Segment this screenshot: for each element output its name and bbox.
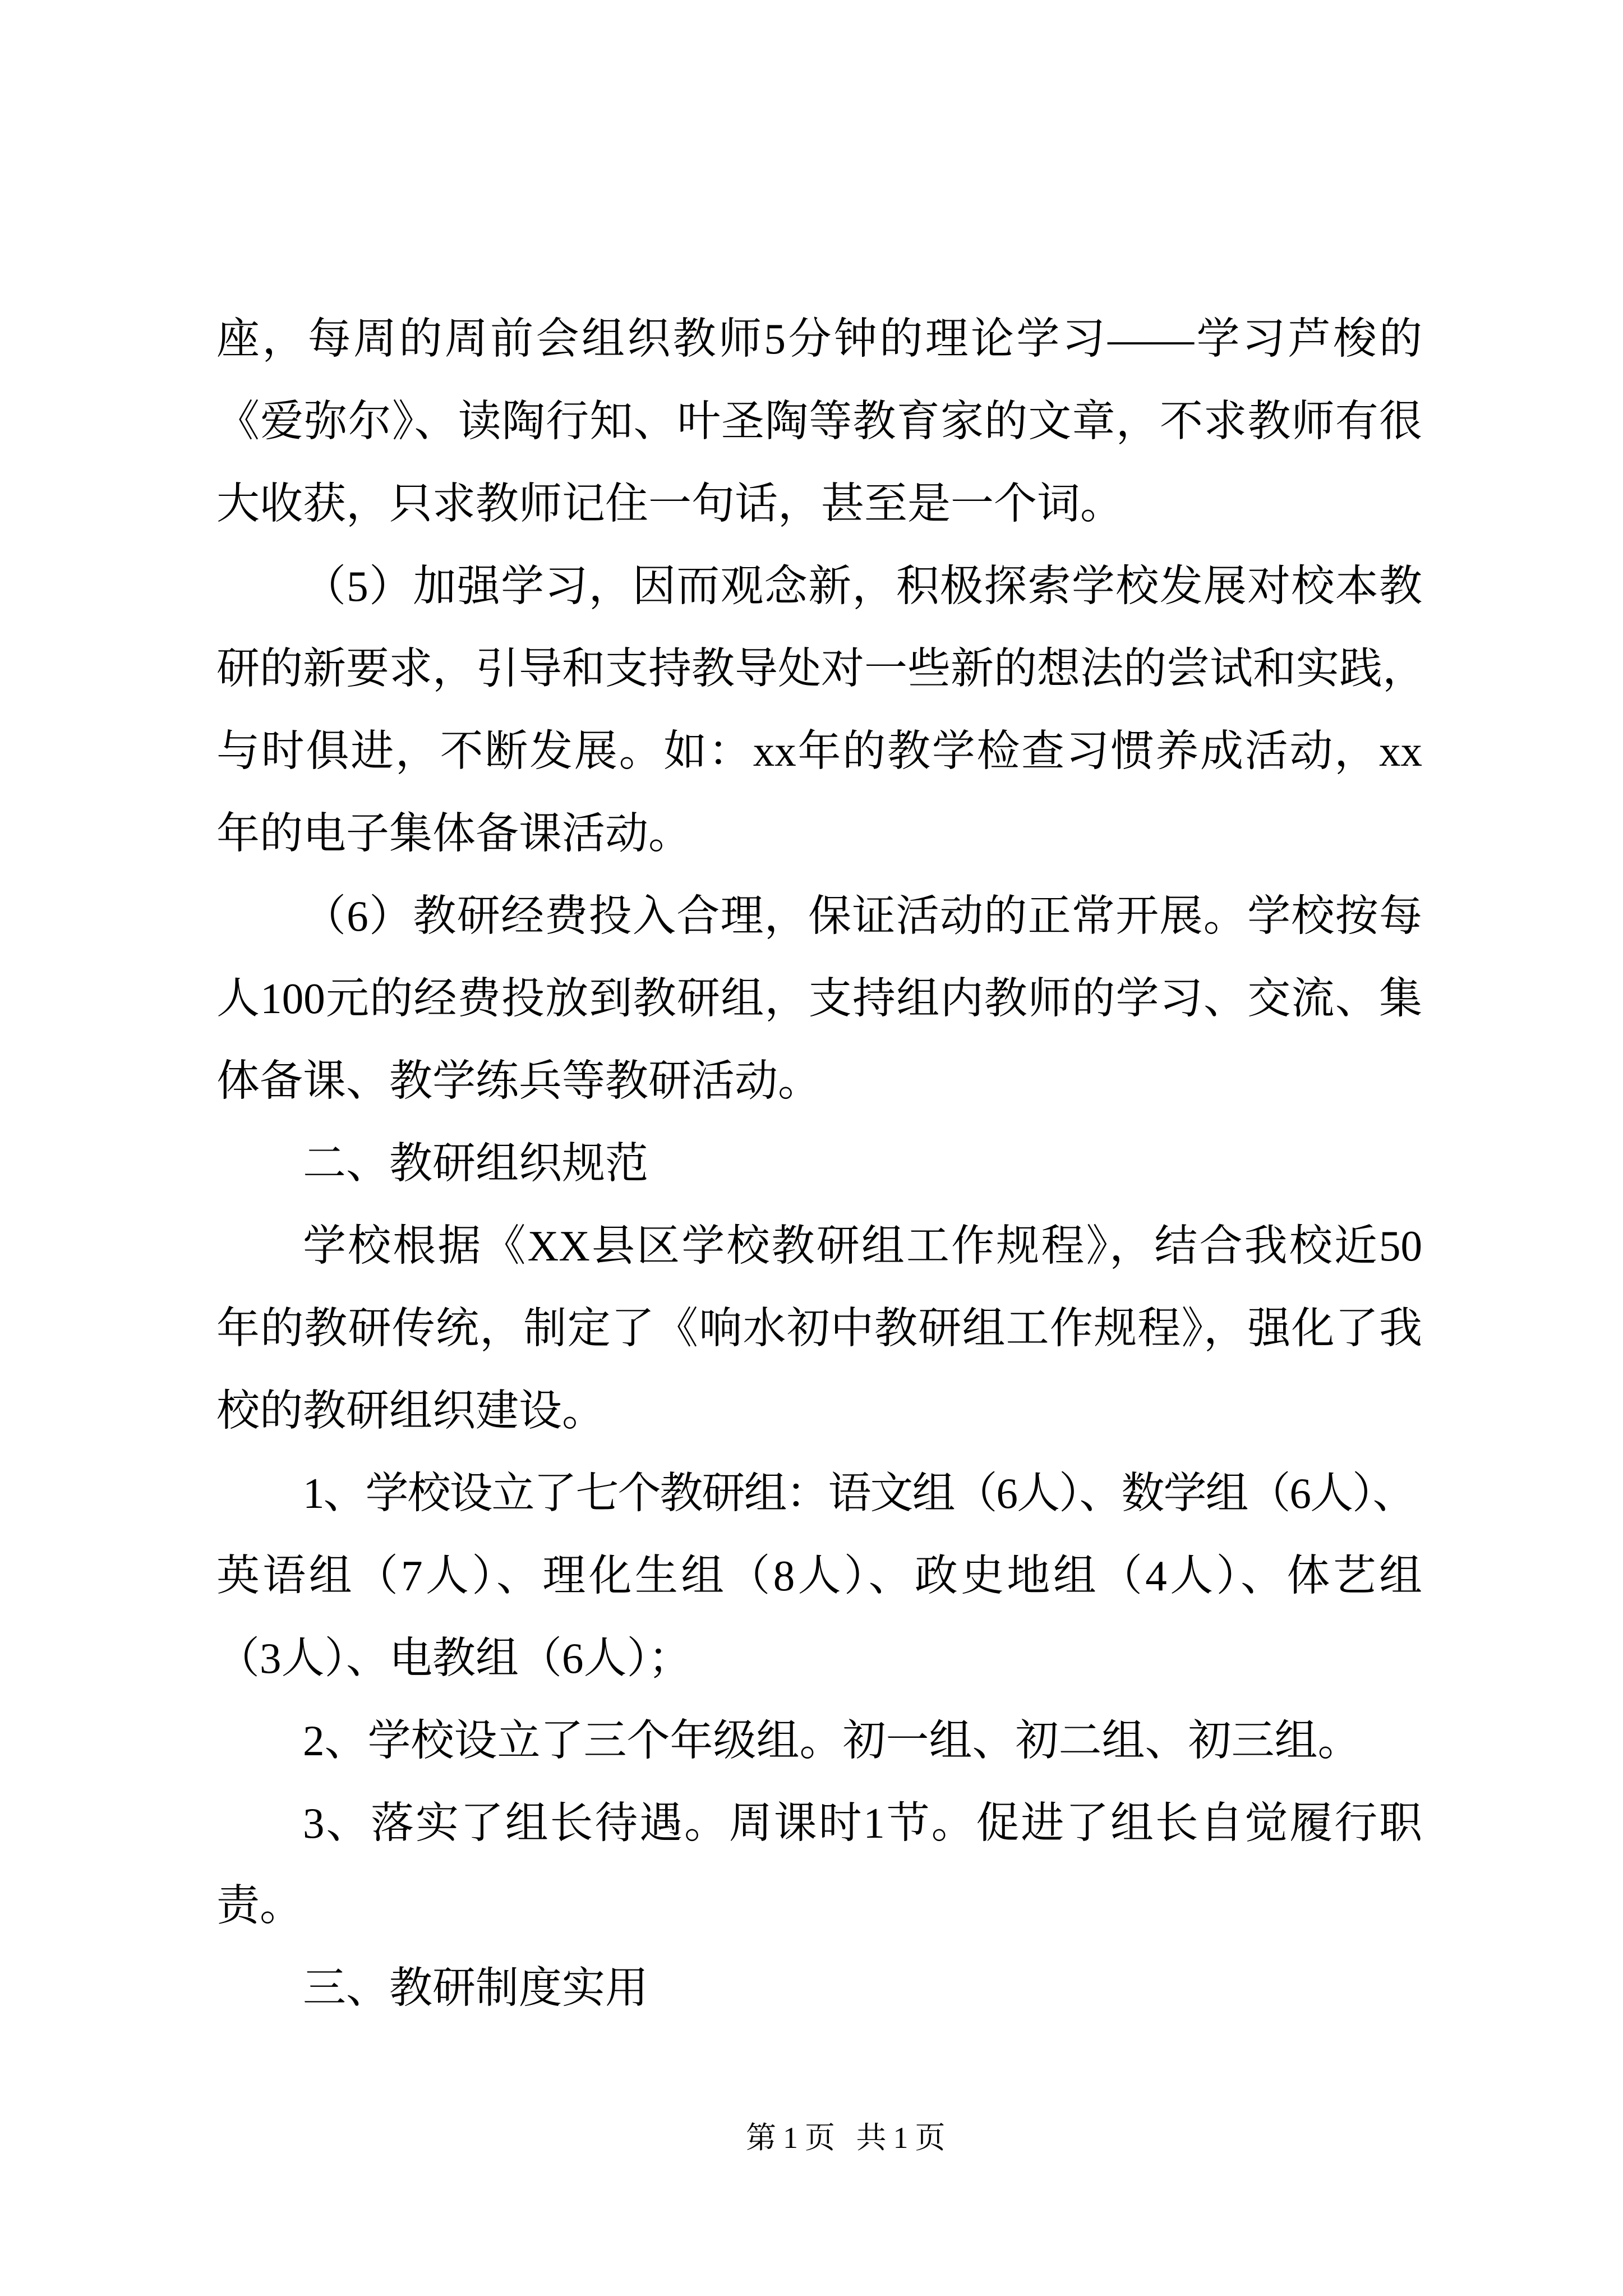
text-line: 人100元的经费投放到教研组，支持组内教师的学习、交流、集 [216, 974, 1422, 1023]
text-line: 校的教研组织建设。 [216, 1387, 605, 1435]
paragraph-theory-study-continued [216, 298, 1422, 545]
list-item-3 [216, 1782, 1422, 1947]
text-line: 体备课、教学练兵等教研活动。 [216, 1057, 821, 1105]
paragraph-item-5 [216, 545, 1426, 875]
text-line: 《爱弥尔》、读陶行知、叶圣陶等教育家的文章，不求教师有很 [216, 397, 1422, 445]
text-line: 研的新要求，引导和支持教导处对一些新的想法的尝试和实践， [216, 645, 1426, 693]
section-heading-3 [216, 1947, 1422, 2030]
text-line: （6）教研经费投入合理，保证活动的正常开展。学校按每 [303, 892, 1422, 940]
section-heading: 二、教研组织规范 [303, 1139, 648, 1188]
page-footer [746, 2115, 952, 2160]
paragraph-item-6 [216, 875, 1422, 1122]
document-body [216, 298, 1426, 2030]
text-line: （5）加强学习，因而观念新，积极探索学校发展对校本教 [303, 562, 1422, 610]
text-line: 年的电子集体备课活动。 [216, 809, 691, 858]
list-item-1 [216, 1452, 1422, 1700]
page-number: 第1页 共1页 [746, 2121, 952, 2155]
section-heading-2 [216, 1122, 1422, 1205]
text-line: 学校根据《XX县区学校教研组工作规程》，结合我校近50 [303, 1222, 1422, 1270]
text-line: 座，每周的周前会组织教师5分钟的理论学习——学习芦梭的 [216, 315, 1422, 363]
paragraph-regulations-intro [216, 1205, 1422, 1452]
text-line: （3人）、电教组（6人）； [216, 1634, 691, 1682]
text-line: 3、落实了组长待遇。周课时1节。促进了组长自觉履行职 [303, 1799, 1422, 1847]
text-line: 年的教研传统，制定了《响水初中教研组工作规程》，强化了我 [216, 1304, 1422, 1352]
text-line: 英语组（7人）、理化生组（8人）、政史地组（4人）、体艺组 [216, 1552, 1422, 1600]
list-item-2 [216, 1700, 1422, 1782]
text-line: 责。 [216, 1881, 303, 1930]
text-line: 大收获，只求教师记住一句话，甚至是一个词。 [216, 480, 1123, 528]
text-line: 1、学校设立了七个教研组：语文组（6人）、数学组（6人）、 [303, 1469, 1415, 1517]
text-line: 与时俱进，不断发展。如：xx年的教学检查习惯养成活动，xx [216, 727, 1422, 775]
section-heading: 三、教研制度实用 [303, 1964, 648, 2012]
text-line: 2、学校设立了三个年级组。初一组、初二组、初三组。 [303, 1717, 1361, 1765]
